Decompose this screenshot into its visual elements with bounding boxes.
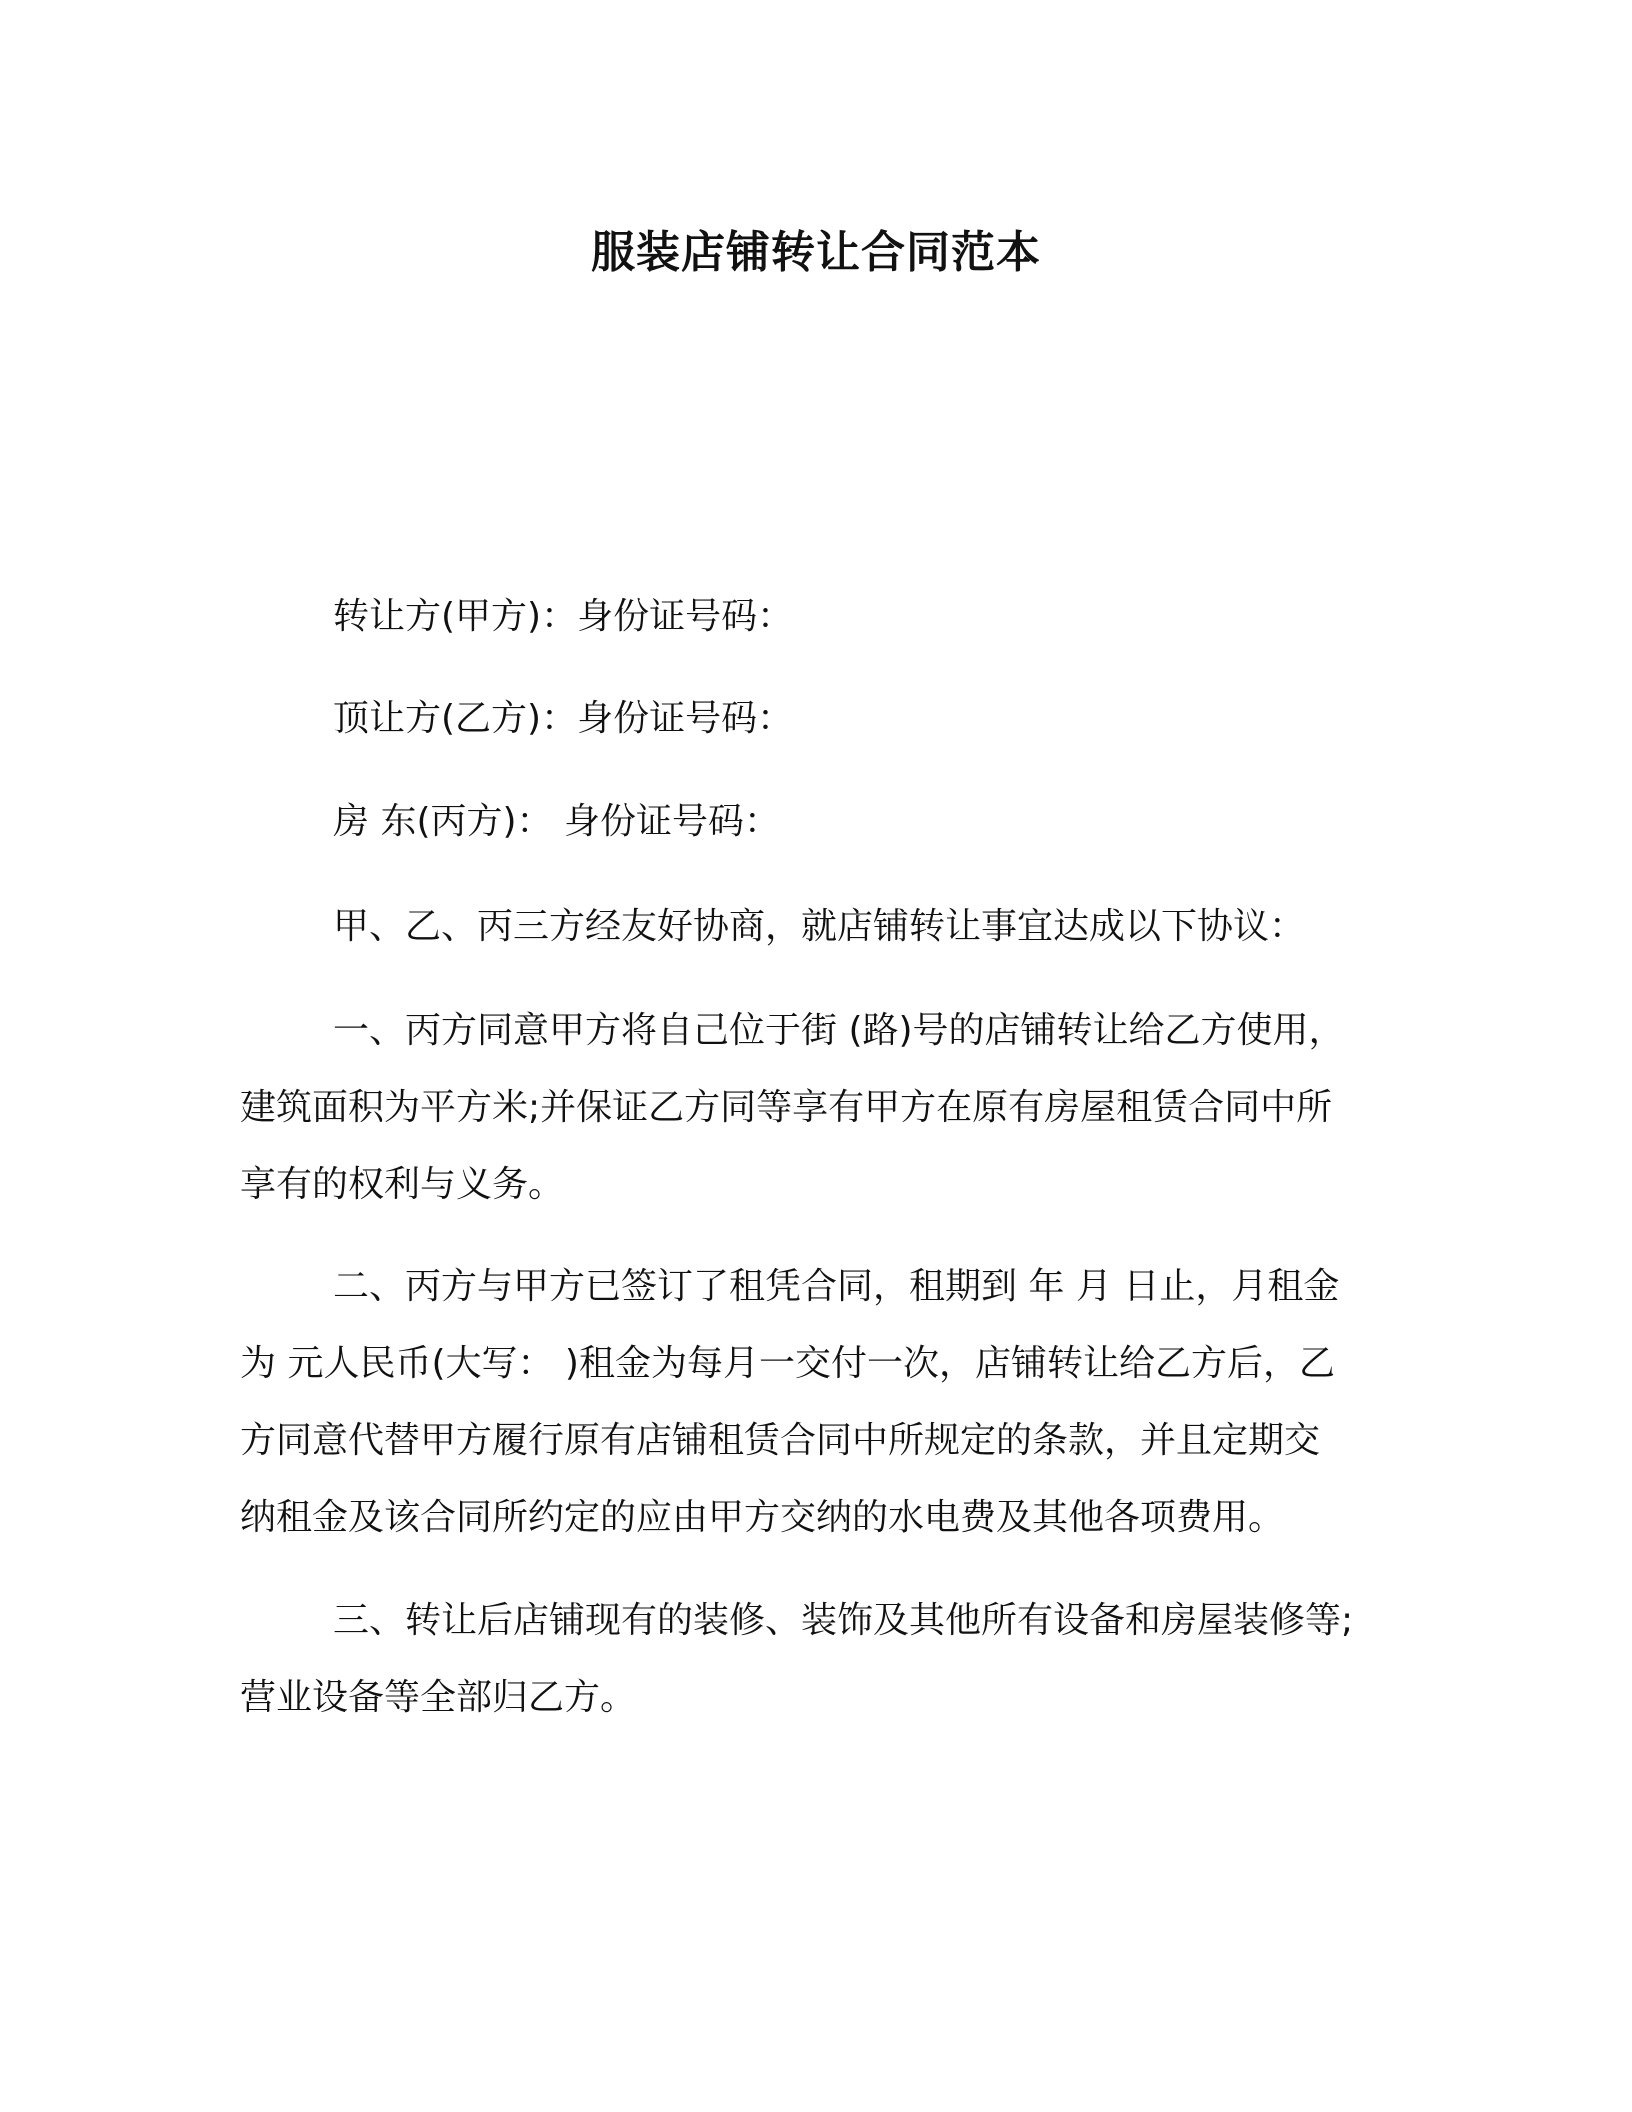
party-transferee: 顶让方(乙方)：身份证号码： [333, 698, 794, 739]
clause-1-line-3: 享有的权利与义务。 [240, 1164, 565, 1205]
party-landlord: 房 东(丙方)： 身份证号码： [333, 801, 780, 842]
clause-3-line-1: 三、转让后店铺现有的装修、装饰及其他所有设备和房屋装修等; [333, 1600, 1354, 1641]
agreement-intro: 甲、乙、丙三方经友好协商，就店铺转让事宜达成以下协议： [333, 906, 1306, 947]
clause-2-line-2: 为 元人民币(大写： )租金为每月一交付一次，店铺转让给乙方后，乙 [240, 1343, 1335, 1384]
clause-1-line-2: 建筑面积为平方米;并保证乙方同等享有甲方在原有房屋租赁合同中所 [240, 1087, 1333, 1128]
clause-2-line-1: 二、丙方与甲方已签订了租凭合同，租期到 年 月 日止，月租金 [333, 1266, 1340, 1307]
clause-2-line-3: 方同意代替甲方履行原有店铺租赁合同中所规定的条款，并且定期交 [240, 1420, 1321, 1461]
clause-1-line-1: 一、丙方同意甲方将自己位于街 (路)号的店铺转让给乙方使用， [333, 1010, 1345, 1051]
clause-3-line-2: 营业设备等全部归乙方。 [240, 1677, 637, 1718]
clause-2-line-4: 纳租金及该合同所约定的应由甲方交纳的水电费及其他各项费用。 [240, 1497, 1285, 1538]
party-transferor: 转让方(甲方)：身份证号码： [333, 596, 794, 637]
document-title: 服装店铺转让合同范本 [591, 227, 1041, 278]
